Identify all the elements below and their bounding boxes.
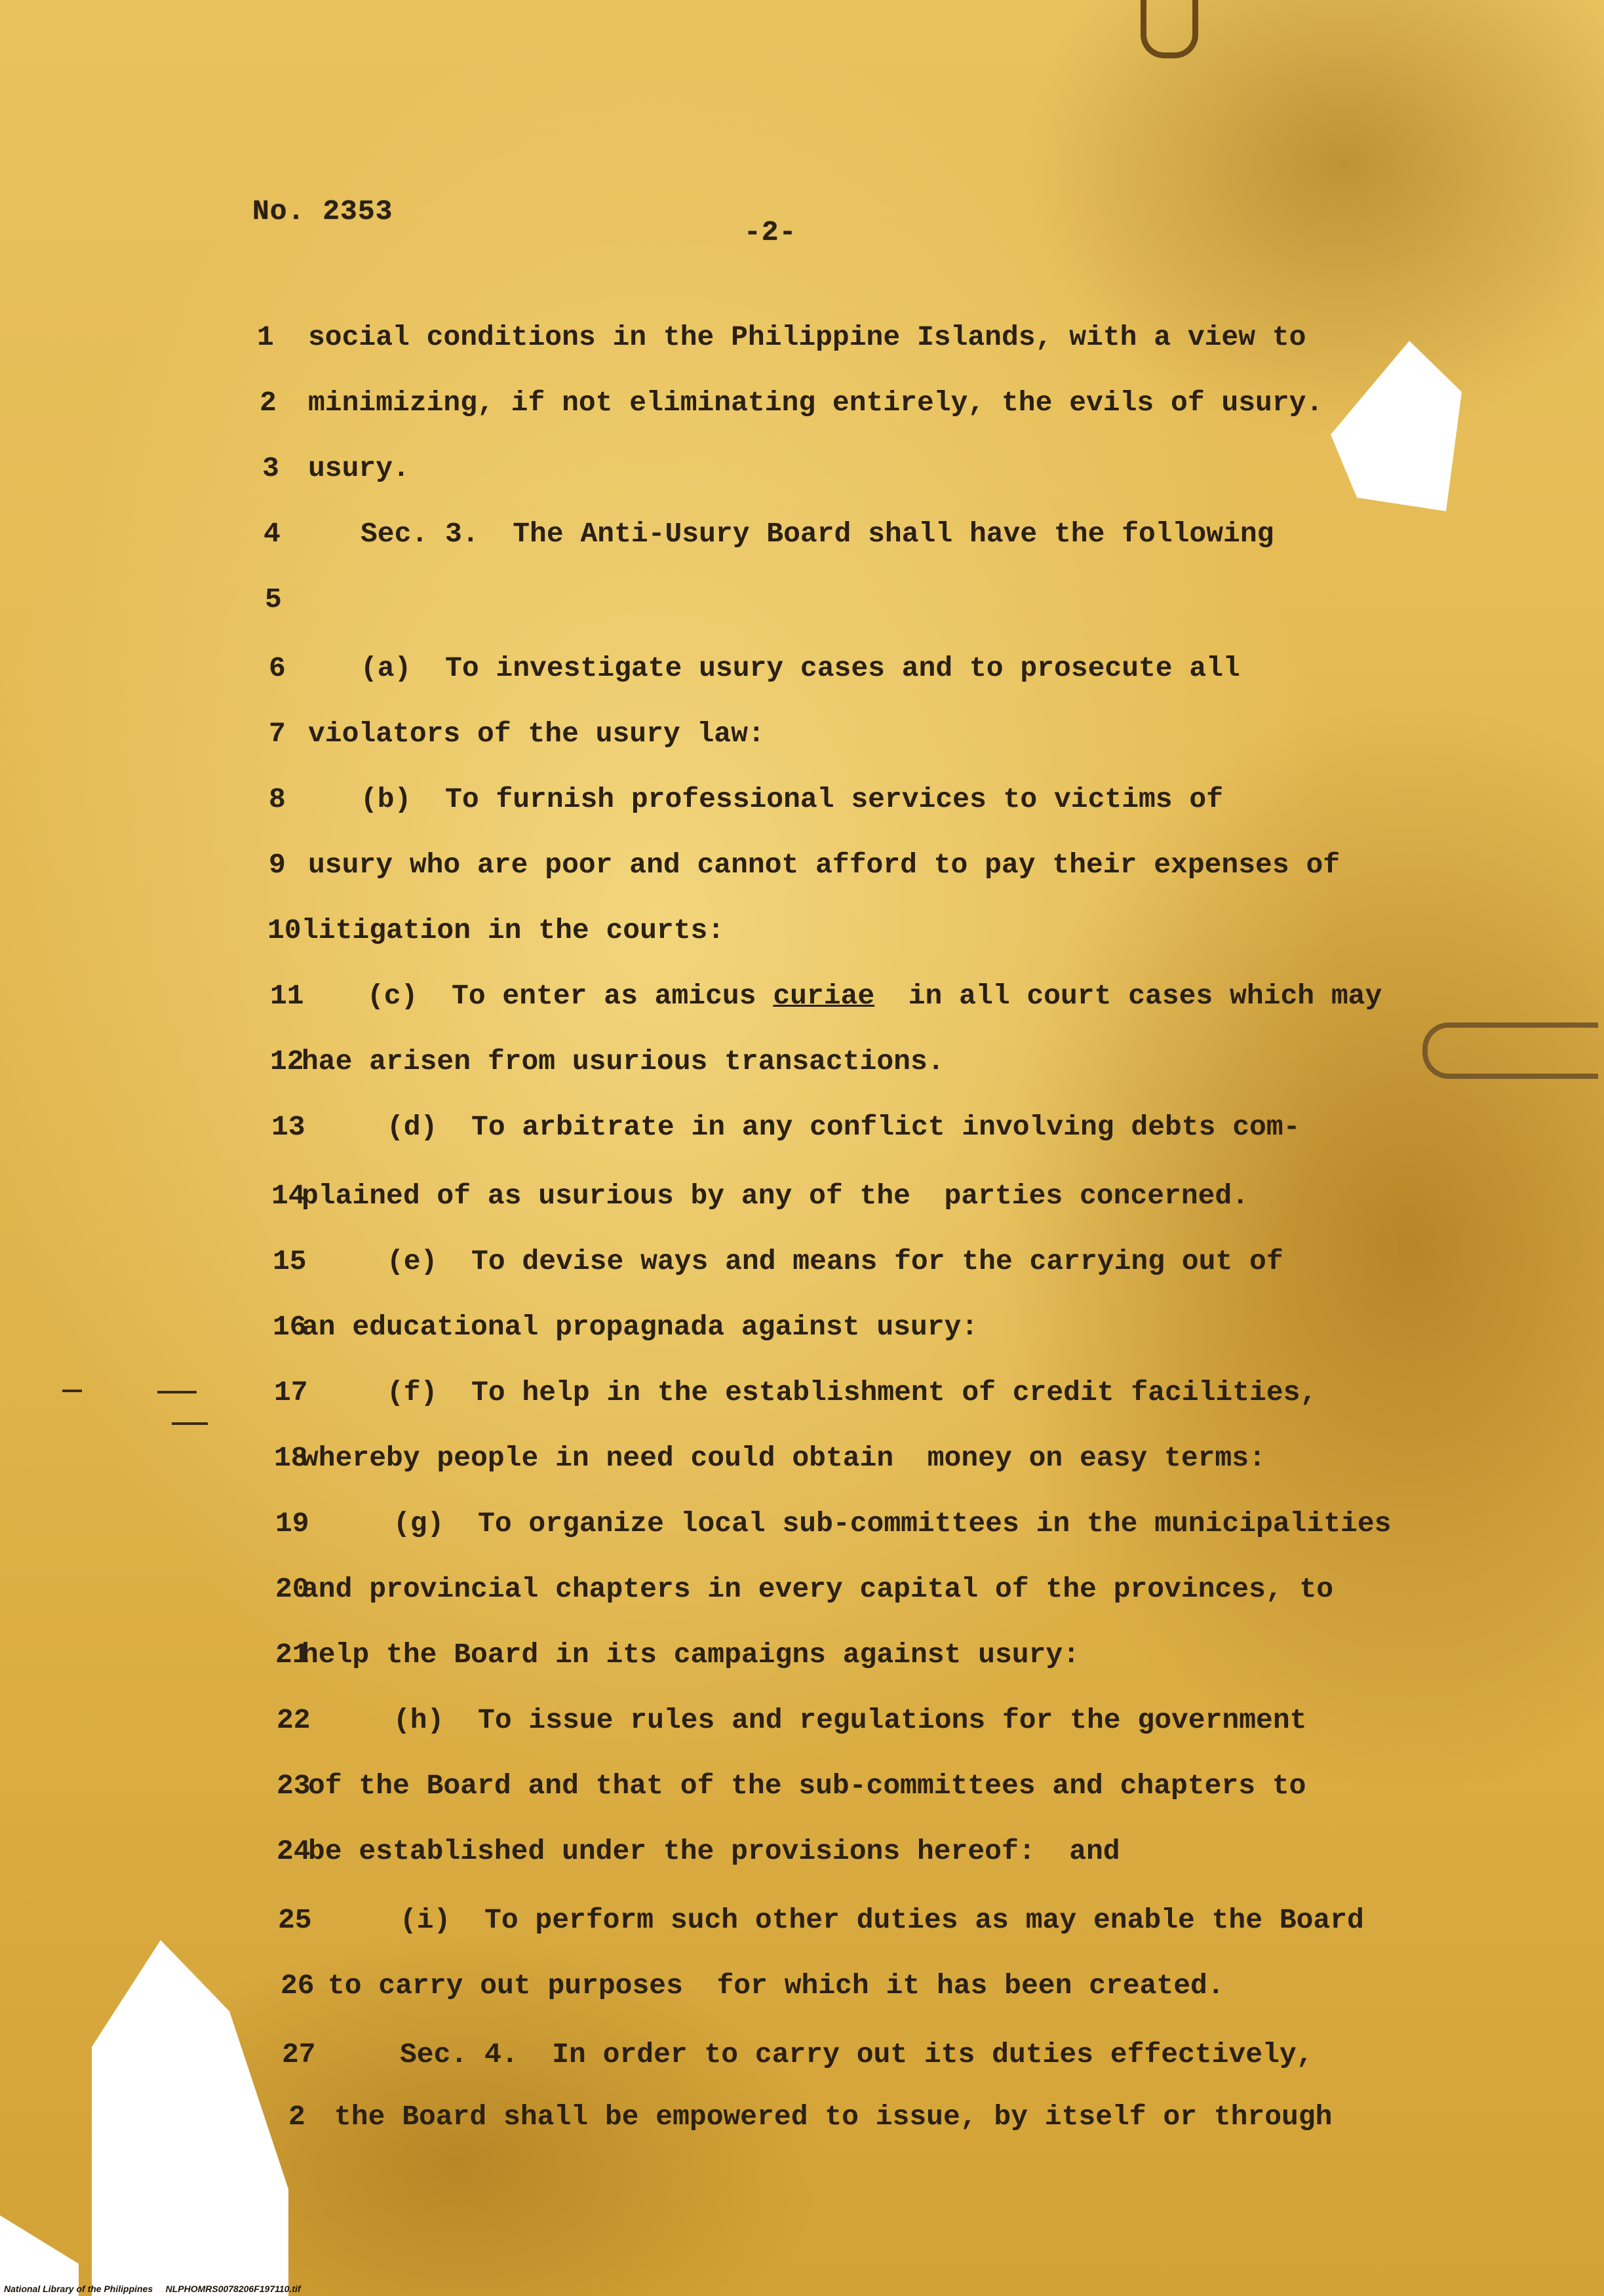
torn-area	[1331, 341, 1462, 511]
line-number: 11	[270, 980, 304, 1012]
line-number: 19	[275, 1508, 309, 1540]
line-text: plained of as usurious by any of the parties concerned.	[302, 1180, 1249, 1212]
line-text: hae arisen from usurious transactions.	[302, 1045, 945, 1078]
line-number: 7	[269, 718, 286, 750]
line-text: social conditions in the Philippine Islands, with a view to	[308, 321, 1306, 353]
margin-mark	[157, 1391, 197, 1393]
line-number: 21	[275, 1639, 309, 1671]
line-number: 14	[271, 1180, 305, 1212]
line-text: Sec. 4. In order to carry out its duties effectively,	[400, 2038, 1314, 2071]
line-number: 22	[277, 1704, 311, 1736]
line-text: (i) To perform such other duties as may enable the Board	[400, 1904, 1364, 1936]
torn-area	[92, 1940, 288, 2296]
line-number: 6	[269, 652, 286, 684]
line-number: 16	[273, 1311, 307, 1343]
line-number: 12	[270, 1045, 304, 1078]
line-text: the Board shall be empowered to issue, by itself or through	[334, 2101, 1333, 2133]
line-text: (d) To arbitrate in any conflict involving debts com-	[387, 1111, 1301, 1143]
line-number: 13	[271, 1111, 305, 1143]
underlined-term: curiae	[773, 980, 875, 1012]
line-text: to carry out purposes for which it has been created.	[328, 1970, 1224, 2002]
line-number: 10	[267, 914, 302, 946]
line-text: minimizing, if not eliminating entirely, the evils of usury.	[308, 387, 1323, 419]
line-text: of the Board and that of the sub-committees and chapters to	[308, 1770, 1306, 1802]
line-number: 17	[274, 1376, 308, 1409]
page-number: -2-	[744, 216, 797, 248]
line-number: 20	[275, 1573, 309, 1605]
line-text: usury who are poor and cannot afford to pay their expenses of	[308, 849, 1340, 881]
line-text: Sec. 3. The Anti-Usury Board shall have the following	[361, 518, 1274, 550]
margin-mark	[172, 1422, 208, 1425]
line-text: (b) To furnish professional services to victims of	[361, 783, 1224, 815]
line-text: (a) To investigate usury cases and to prosecute all	[361, 652, 1240, 684]
line-text: an educational propagnada against usury:	[302, 1311, 979, 1343]
line-number: 24	[277, 1835, 311, 1867]
line-text: whereby people in need could obtain money on easy terms:	[302, 1442, 1266, 1474]
line-text: usury.	[308, 452, 410, 484]
line-number: 25	[278, 1904, 312, 1936]
line-text: litigation in the courts:	[302, 914, 725, 946]
line-number: 9	[269, 849, 286, 881]
line-text: (g) To organize local sub-committees in the municipalities	[393, 1508, 1392, 1540]
archive-footer: National Library of the Philippines NLPHOMRS0078206F197110.tif	[4, 2284, 301, 2294]
line-number: 5	[265, 583, 282, 615]
line-number: 15	[273, 1245, 307, 1277]
line-text: and provincial chapters in every capital of the provinces, to	[302, 1573, 1334, 1605]
line-text: help the Board in its campaigns against usury:	[302, 1639, 1080, 1671]
line-number: 1	[257, 321, 274, 353]
line-number: 27	[282, 2038, 316, 2071]
paper-clip-mark	[1422, 1022, 1598, 1079]
line-number: 26	[281, 1970, 315, 2002]
margin-mark	[62, 1390, 82, 1392]
line-text: (e) To devise ways and means for the carrying out of	[387, 1245, 1283, 1277]
line-text: be established under the provisions hereof: and	[308, 1835, 1120, 1867]
line-number: 2	[260, 387, 277, 419]
line-number: 4	[264, 518, 281, 550]
line-text: (h) To issue rules and regulations for the government	[393, 1704, 1307, 1736]
document-number: No. 2353	[252, 195, 393, 227]
paper-clip-mark	[1141, 0, 1198, 58]
line-text: violators of the usury law:	[308, 718, 765, 750]
line-number: 2	[288, 2101, 305, 2133]
line-number: 18	[274, 1442, 308, 1474]
line-number: 23	[277, 1770, 311, 1802]
line-text: (c) To enter as amicus curiae in all court cases which may	[367, 980, 1382, 1012]
line-text: (f) To help in the establishment of credit facilities,	[387, 1376, 1318, 1409]
line-number: 3	[262, 452, 279, 484]
line-number: 8	[269, 783, 286, 815]
